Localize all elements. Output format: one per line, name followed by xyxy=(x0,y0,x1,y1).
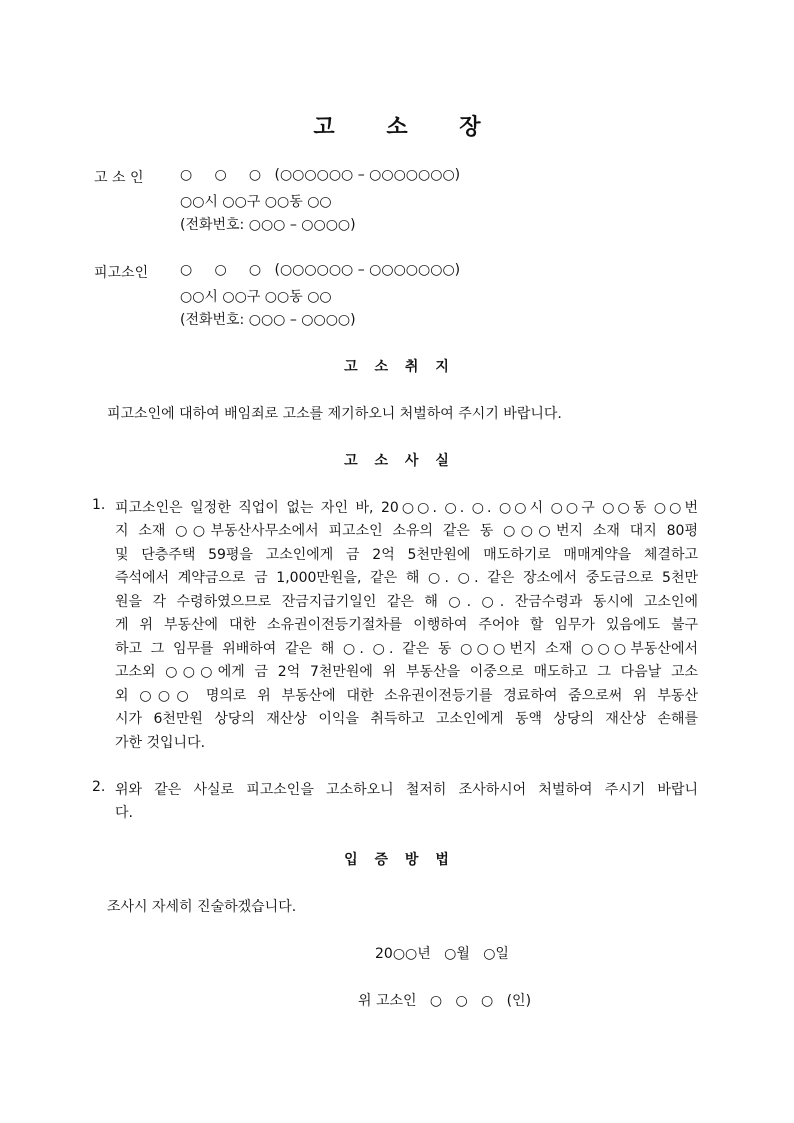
fact-item1-line: 피고소인은 일정한 직업이 없는 자인 바, 20○○. ○. ○. ○○시 ○○구 ○○동 ○○번 xyxy=(115,500,698,516)
evidence-text: 조사시 자세히 진술하겠습니다. xyxy=(107,899,297,915)
fact-item1-line: 즉석에서 계약금으로 금 1,000만원을, 같은 해 ○. ○. 같은 장소에서 중도금으로 5천만 xyxy=(115,570,698,586)
title-char: 고 xyxy=(313,115,335,140)
fact-item2-line: 다. xyxy=(115,805,133,821)
fact-item1-line: 가한 것입니다. xyxy=(115,735,206,751)
fact-item1-line: 고소외 ○○○에게 금 2억 7천만원에 위 부동산을 이중으로 매도하고 그 다음날 고소 xyxy=(115,664,698,680)
title-char: 장 xyxy=(459,115,481,140)
fact-item-number: 1. xyxy=(92,497,106,513)
fact-item-number: 2. xyxy=(92,779,106,795)
fact-item1-line: 및 단층주택 59평을 고소인에게 금 2억 5천만원에 매도하기로 매매계약을 체결하고 xyxy=(115,547,698,563)
accused-label: 피고소인 xyxy=(94,265,149,281)
purpose-text: 피고소인에 대하여 배임죄로 고소를 제기하오니 처벌하여 주시기 바랍니다. xyxy=(107,406,562,422)
fact-item2-line: 위와 같은 사실로 피고소인을 고소하오니 철저히 조사하시어 처벌하여 주시기 바랍니 xyxy=(115,782,698,798)
evidence-heading: 입 증 방 법 xyxy=(344,852,450,868)
complainant-name-line: ○ ○ ○ (○○○○○○ – ○○○○○○○) xyxy=(180,167,461,183)
document-title xyxy=(0,110,794,141)
accused-address: ○○시 ○○구 ○○동 ○○ xyxy=(180,289,332,305)
fact-item1-line: 게 위 부동산에 대한 소유권이전등기절차를 이행하여 주어야 할 임무가 있음에도 불구 xyxy=(115,617,698,633)
fact-item1-line: 지 소재 ○○부동산사무소에서 피고소인 소유의 같은 동 ○○○번지 소재 대지 80평 xyxy=(115,523,698,539)
fact-item1-line: 하고 그 임무를 위배하여 같은 해 ○. ○. 같은 동 ○○○번지 소재 ○○○부동산에서 xyxy=(115,641,698,657)
facts-heading: 고 소 사 실 xyxy=(344,453,450,469)
title-char: 소 xyxy=(386,115,408,140)
complainant-label: 고 소 인 xyxy=(94,170,144,186)
purpose-heading: 고 소 취 지 xyxy=(344,359,450,375)
signature-line: 위 고소인 ○ ○ ○ (인) xyxy=(358,993,532,1009)
accused-phone: (전화번호: ○○○ – ○○○○) xyxy=(180,312,356,328)
fact-item1-line: 외 ○○○ 명의로 위 부동산에 대한 소유권이전등기를 경료하여 줌으로써 위 부동산 xyxy=(115,688,698,704)
fact-item1-line: 시가 6천만원 상당의 재산상 이익을 취득하고 고소인에게 동액 상당의 재산상 손해를 xyxy=(115,711,698,727)
accused-name-line: ○ ○ ○ (○○○○○○ – ○○○○○○○) xyxy=(180,262,461,278)
document-date: 20○○년 ○월 ○일 xyxy=(375,946,509,962)
fact-item1-line: 원을 각 수령하였으므로 잔금지급기일인 같은 해 ○. ○. 잔금수령과 동시에 고소인에 xyxy=(115,594,698,610)
complainant-address: ○○시 ○○구 ○○동 ○○ xyxy=(180,194,332,210)
complainant-phone: (전화번호: ○○○ – ○○○○) xyxy=(180,217,356,233)
